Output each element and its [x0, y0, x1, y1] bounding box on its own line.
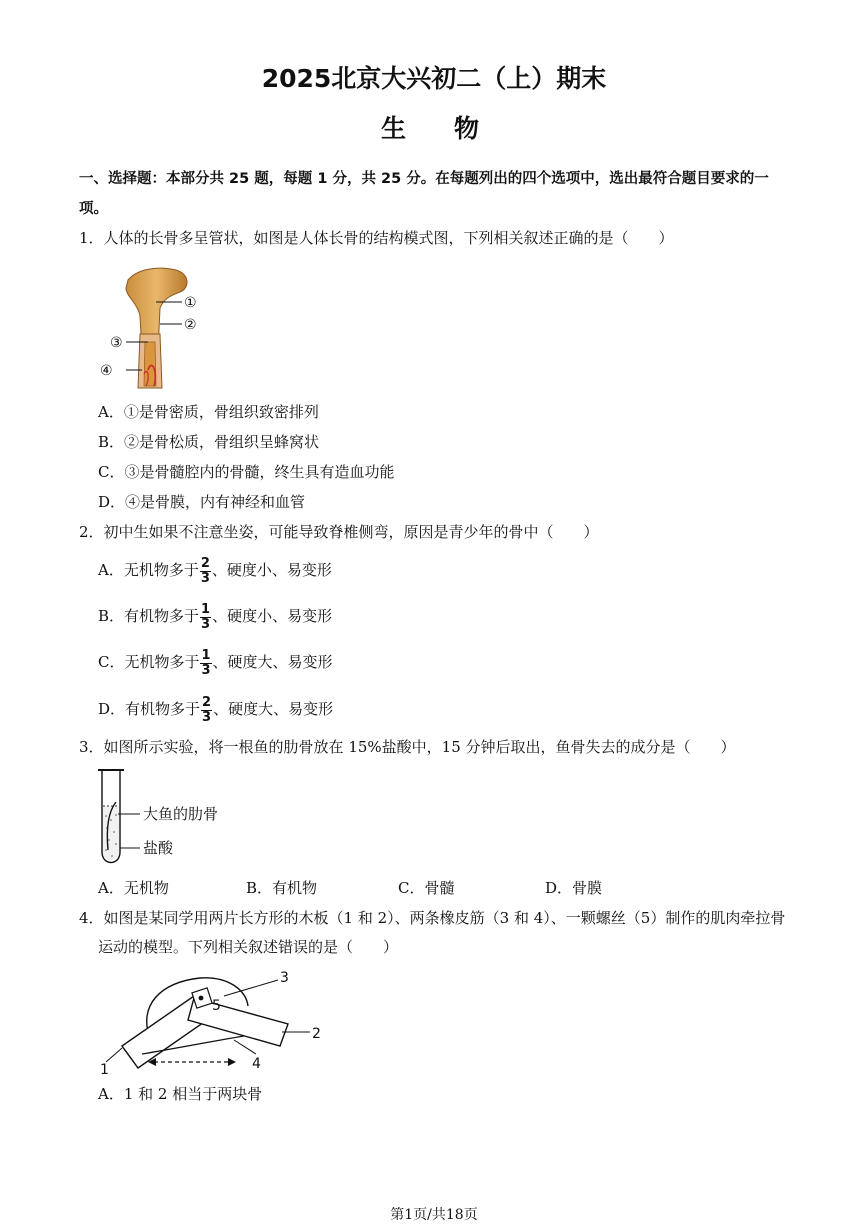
subject-title: 生物	[380, 114, 527, 143]
model-label-4: 4	[252, 1056, 261, 1072]
q1-option-a: A．①是骨密质，骨组织致密排列	[98, 403, 319, 421]
fraction: $\frac{1}{3}$	[201, 647, 211, 678]
test-tube-figure	[96, 766, 222, 870]
q4-stem-line1: 4．如图是某同学用两片长方形的木板（1 和 2）、两条橡皮筋（3 和 4）、一颗螺丝（5）制作的肌肉牵拉骨	[79, 909, 786, 927]
q3-option-c: C．骨髓	[398, 879, 455, 897]
q3-option-d: D．骨膜	[545, 879, 603, 897]
muscle-model-figure	[98, 966, 330, 1076]
fraction: $\frac{2}{3}$	[200, 555, 210, 586]
model-label-2: 2	[312, 1026, 321, 1042]
long-bone-figure	[98, 262, 210, 392]
q1-option-b: B．②是骨松质，骨组织呈蜂窝状	[98, 433, 320, 451]
q2-stem: 2．初中生如果不注意坐姿，可能导致脊椎侧弯，原因是青少年的骨中（ ）	[79, 523, 599, 541]
q3-option-b: B．有机物	[246, 879, 318, 897]
q3-option-a: A．无机物	[98, 879, 169, 897]
model-label-3: 3	[280, 970, 289, 986]
model-label-1: 1	[100, 1062, 109, 1076]
q2-option-d: D．有机物多于 $\frac{2}{3}$ 、硬度大、易变形	[98, 694, 334, 725]
page-title: 2025北京大兴初二（上）期末	[261, 64, 607, 93]
fraction: $\frac{2}{3}$	[202, 694, 212, 725]
q2-option-b: B．有机物多于 $\frac{1}{3}$ 、硬度小、易变形	[98, 601, 333, 632]
label-2: ②	[184, 317, 197, 333]
q4-option-a: A．1 和 2 相当于两块骨	[98, 1085, 263, 1103]
q2-option-c: C．无机物多于 $\frac{1}{3}$ 、硬度大、易变形	[98, 647, 333, 678]
q1-option-c: C．③是骨髓腔内的骨髓，终生具有造血功能	[98, 463, 395, 481]
acid-label: 盐酸	[143, 839, 174, 857]
page-footer: 第1页/共18页	[390, 1207, 478, 1223]
section-heading-line1: 一、选择题：本部分共 25 题，每题 1 分，共 25 分。在每题列出的四个选项中，选出最符合题目要求的一	[79, 171, 769, 187]
label-4: ④	[100, 363, 113, 379]
q1-option-d: D．④是骨膜，内有神经和血管	[98, 493, 306, 511]
section-heading-line2: 项。	[79, 201, 108, 217]
label-1: ①	[184, 295, 197, 311]
fraction: $\frac{1}{3}$	[201, 601, 211, 632]
label-3: ③	[110, 335, 123, 351]
q2-option-a: A．无机物多于 $\frac{2}{3}$ 、硬度小、易变形	[98, 555, 332, 586]
q4-stem-line2: 运动的模型。下列相关叙述错误的是（ ）	[98, 938, 399, 956]
q3-stem: 3．如图所示实验，将一根鱼的肋骨放在 15%盐酸中，15 分钟后取出，鱼骨失去的成分是（ ）	[79, 738, 736, 756]
rib-label: 大鱼的肋骨	[143, 805, 219, 823]
model-label-5: 5	[212, 998, 221, 1014]
q1-stem: 1．人体的长骨多呈管状，如图是人体长骨的结构模式图，下列相关叙述正确的是（ ）	[79, 229, 674, 247]
